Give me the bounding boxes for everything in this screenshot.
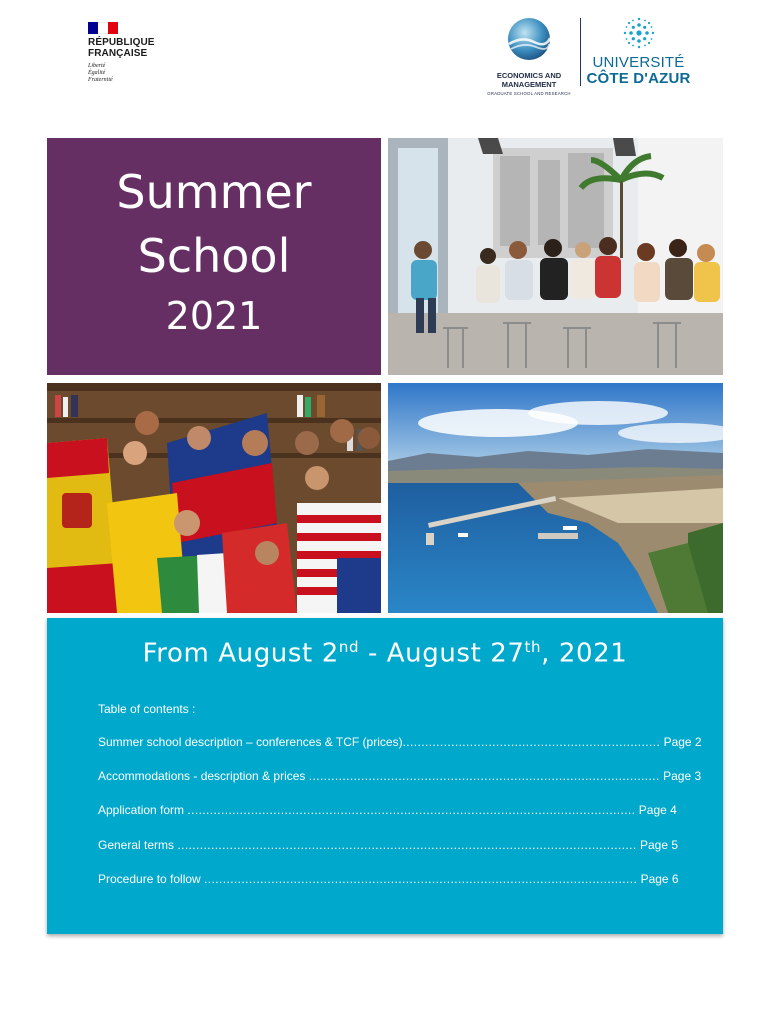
french-flag-icon [88, 22, 118, 34]
nice-coastline-photo [388, 383, 723, 613]
em-line2: MANAGEMENT [501, 80, 557, 89]
uca-dots-icon [622, 16, 656, 50]
toc-page-number: Page 6 [640, 872, 679, 886]
toc-item-label: Procedure to follow [98, 872, 205, 886]
motto-egalite: Égalité [88, 70, 106, 77]
students-with-flags-photo [47, 383, 381, 613]
republique-motto [88, 63, 198, 85]
toc-dots: .............................................................................................. [308, 769, 660, 783]
universite-cote-dazur-logo [586, 16, 691, 87]
republique-title [88, 37, 198, 59]
toc-page-number: Page 3 [663, 769, 702, 783]
toc-item-procedure[interactable] [98, 872, 679, 886]
toc-item-application-form[interactable] [98, 803, 677, 817]
uca-line2: CÔTE D'AZUR [586, 70, 691, 87]
republique-francaise-logo [88, 22, 198, 85]
toc-item-description[interactable] [98, 735, 702, 749]
toc-dots: ........................................................................................................................ [187, 803, 636, 817]
economics-management-logo [481, 16, 577, 97]
dates-heading [47, 638, 723, 669]
motto-fraternite: Fraternité [88, 77, 113, 84]
toc-item-label: Accommodations - description & prices [98, 769, 309, 783]
toc-dots: .................................................................................................................... [204, 872, 638, 886]
dates-middle: - August 27 [359, 638, 525, 669]
toc-dots: ........................................................................................................................... [177, 838, 637, 852]
students-cafeteria-photo [388, 138, 723, 375]
toc-page-number: Page 4 [638, 803, 677, 817]
toc-item-accommodations[interactable] [98, 769, 701, 783]
toc-item-label: General terms [98, 838, 178, 852]
dates-suffix: , 2021 [541, 638, 628, 669]
toc-item-general-terms[interactable] [98, 838, 678, 852]
dates-prefix: From August 2 [142, 638, 339, 669]
uca-line1: UNIVERSITÉ [592, 54, 685, 71]
francaise-line: FRANÇAISE [88, 48, 148, 59]
title-year: 2021 [165, 294, 263, 338]
toc-item-label: Application form [98, 803, 188, 817]
toc-item-label: Summer school description – conferences & TCF (prices) [98, 735, 403, 749]
logo-divider [580, 18, 581, 86]
em-subtitle: GRADUATE SCHOOL AND RESEARCH [487, 91, 571, 96]
motto-liberte: Liberté [88, 63, 106, 69]
toc-title: Table of contents : [98, 702, 196, 716]
title-summer: Summer [116, 165, 312, 219]
toc-page-number: Page 5 [639, 838, 679, 852]
title-box [47, 138, 381, 375]
info-panel [47, 618, 723, 934]
dates-sup-nd: nd [338, 638, 360, 656]
eum-globe-icon [504, 16, 554, 62]
republique-line: RÉPUBLIQUE [88, 37, 155, 48]
title-school: School [137, 229, 291, 283]
dates-sup-th: th [524, 638, 542, 656]
toc-dots: ..................................................................... [402, 735, 661, 749]
em-line1: ECONOMICS AND [496, 71, 562, 80]
toc-page-number: Page 2 [663, 735, 702, 749]
